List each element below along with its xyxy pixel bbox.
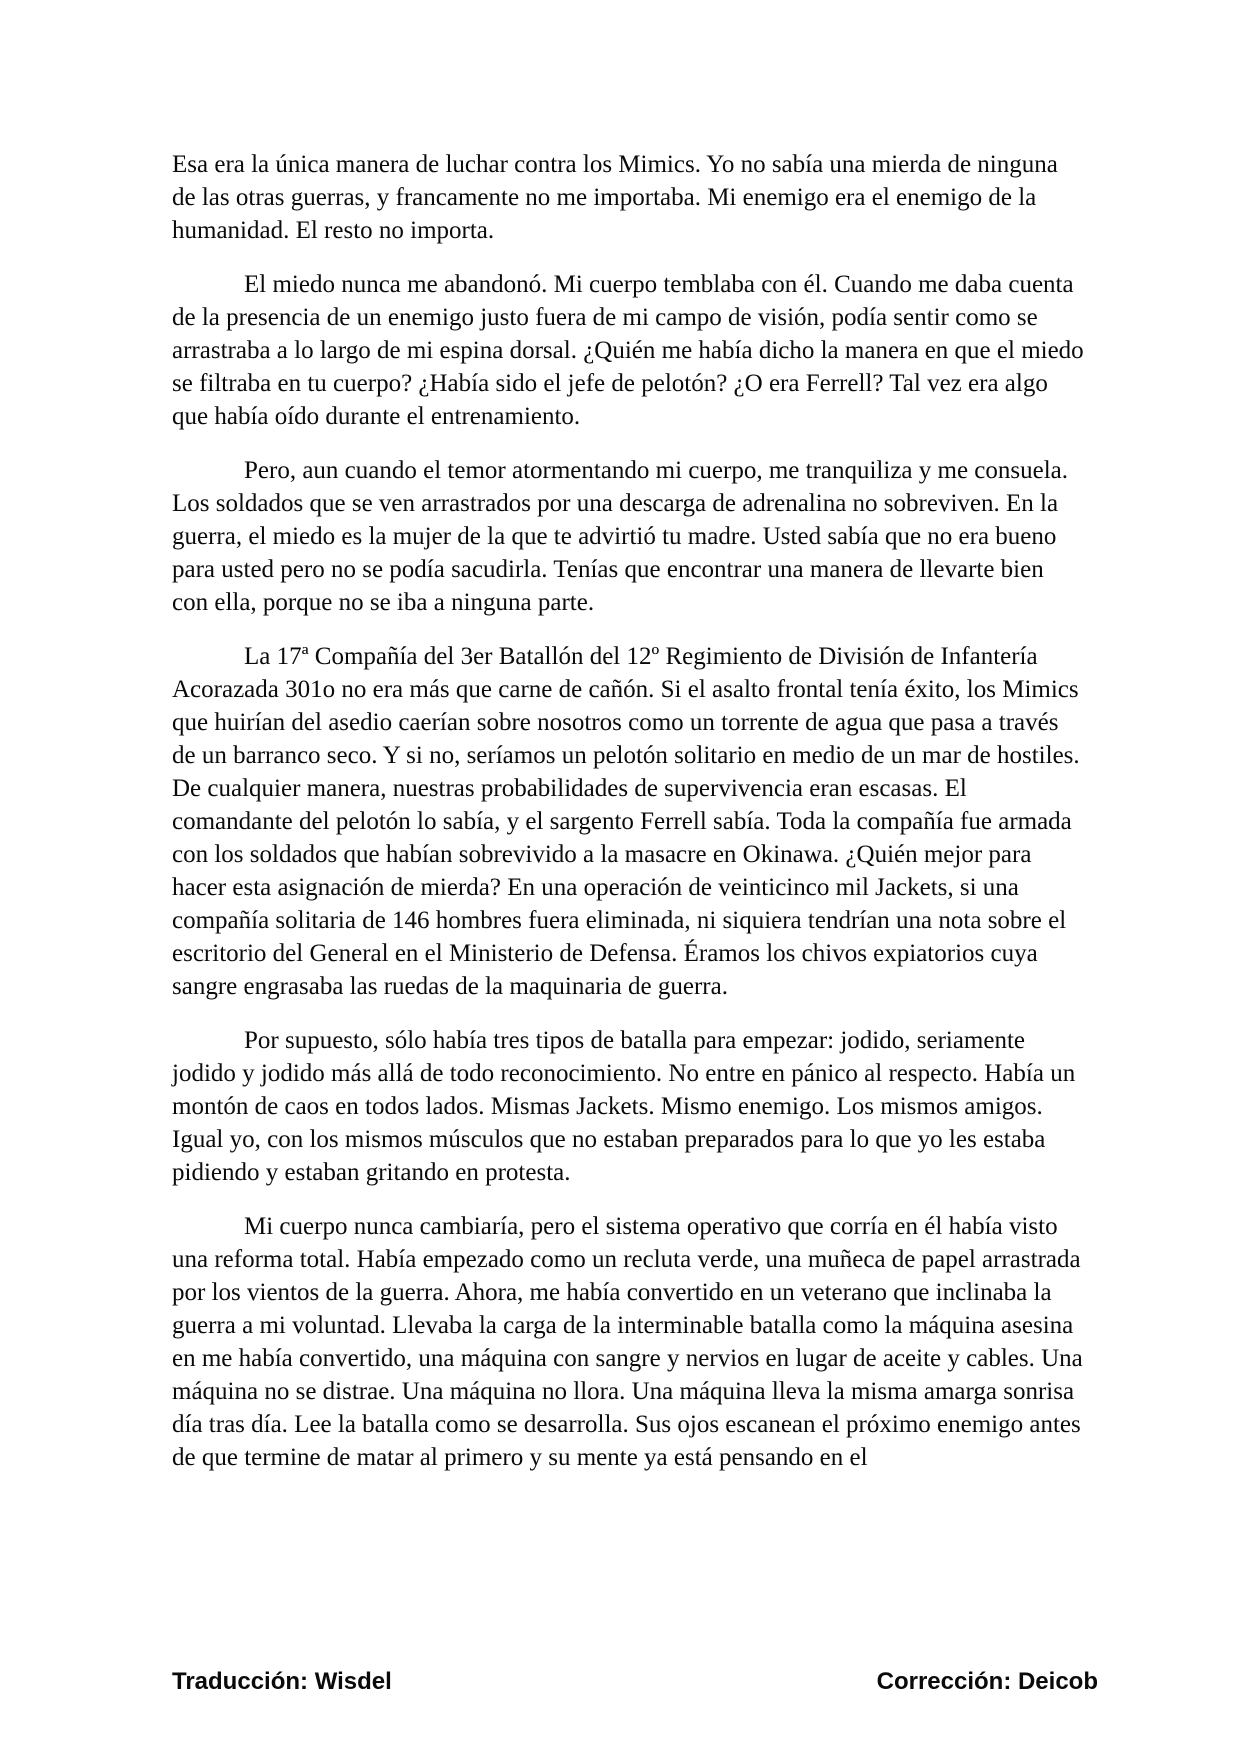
correction-credit: Corrección: Deicob (876, 1668, 1098, 1695)
paragraph: Esa era la única manera de luchar contra los Mimics. Yo no sabía una mierda de ninguna de las otras guerras, y francamente no me importaba. Mi enemigo era el enemigo de la humanidad. El resto no importa. (172, 151, 1058, 244)
paragraph: El miedo nunca me abandonó. Mi cuerpo temblaba con él. Cuando me daba cuenta de la presencia de un enemigo justo fuera de mi campo de visión, podía sentir como se arrastraba a lo largo de mi espina dorsal. ¿Quién me había dicho la manera en que el miedo se filtraba en tu cuerpo? ¿Había sido el jefe de pelotón? ¿O era Ferrell? Tal vez era algo que había oído durante el entrenamiento. (172, 271, 1084, 430)
paragraph: Mi cuerpo nunca cambiaría, pero el sistema operativo que corría en él había visto una reforma total. Había empezado como un recluta verde, una muñeca de papel arrastrada por los vientos de la guerra. Ahora, me había convertido en un veterano que inclinaba la guerra a mi voluntad. Llevaba la carga de la interminable batalla como la máquina asesina en me había convertido, una máquina con sangre y nervios en lugar de aceite y cables. Una máquina no se distrae. Una máquina no llora. Una máquina lleva la misma amarga sonrisa día tras día. Lee la batalla como se desarrolla. Sus ojos escanean el próximo enemigo antes de que termine de matar al primero y su mente ya está pensando en el (172, 1213, 1083, 1471)
paragraph: Pero, aun cuando el temor atormentando mi cuerpo, me tranquiliza y me consuela. Los soldados que se ven arrastrados por una descarga de adrenalina no sobreviven. En la guerra, el miedo es la mujer de la que te advirtió tu madre. Usted sabía que no era bueno para usted pero no se podía sacudirla. Tenías que encontrar una manera de llevarte bien con ella, porque no se iba a ninguna parte. (172, 457, 1069, 616)
paragraph: Por supuesto, sólo había tres tipos de batalla para empezar: jodido, seriamente jodido y jodido más allá de todo reconocimiento. No entre en pánico al respecto. Había un montón de caos en todos lados. Mismas Jackets. Mismo enemigo. Los mismos amigos. Igual yo, con los mismos músculos que no estaban preparados para lo que yo les estaba pidiendo y estaban gritando en protesta. (172, 1027, 1076, 1186)
translation-credit: Traducción: Wisdel (172, 1668, 392, 1695)
page-footer (172, 1668, 1098, 1696)
body-text (172, 148, 1086, 1495)
paragraph: La 17ª Compañía del 3er Batallón del 12º Regimiento de División de Infantería Acorazada 301o no era más que carne de cañón. Si el asalto frontal tenía éxito, los Mimics que huirían del asedio caerían sobre nosotros como un torrente de agua que pasa a través de un barranco seco. Y si no, seríamos un pelotón solitario en medio de un mar de hostiles. De cualquier manera, nuestras probabilidades de supervivencia eran escasas. El comandante del pelotón lo sabía, y el sargento Ferrell sabía. Toda la compañía fue armada con los soldados que habían sobrevivido a la masacre en Okinawa. ¿Quién mejor para hacer esta asignación de mierda? En una operación de veinticinco mil Jackets, si una compañía solitaria de 146 hombres fuera eliminada, ni siquiera tendrían una nota sobre el escritorio del General en el Ministerio de Defensa. Éramos los chivos expiatorios cuya sangre engrasaba las ruedas de la maquinaria de guerra. (172, 643, 1080, 1000)
